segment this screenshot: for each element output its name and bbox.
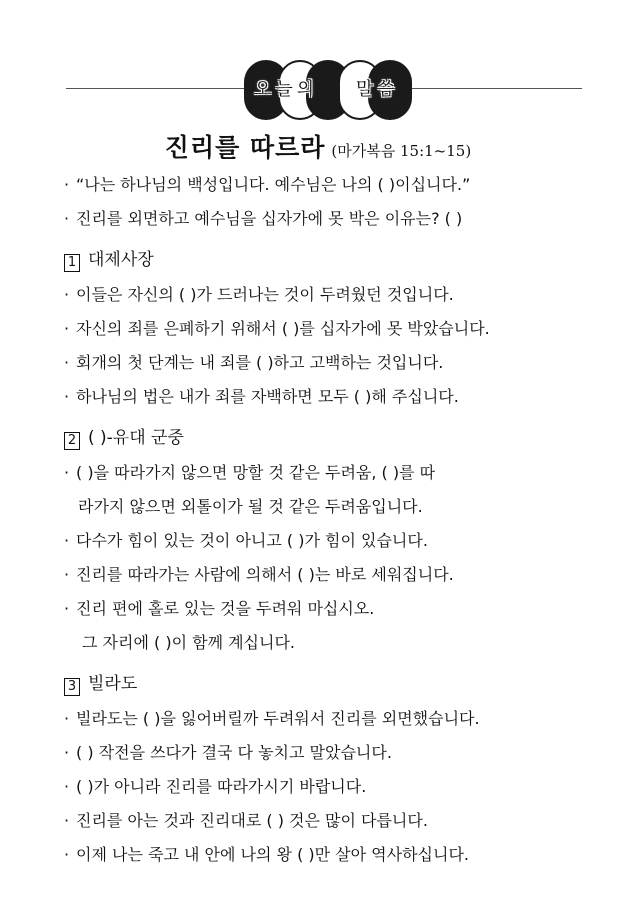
- badge-label-today: 오늘의: [254, 79, 319, 100]
- title-scripture-reference: (마가복음 15:1~15): [331, 142, 472, 160]
- list-item-continuation: [64, 626, 584, 660]
- section-number-box: 2: [64, 432, 80, 450]
- list-item-text: ( ) 작전을 쓰다가 결국 다 놓치고 말았습니다.: [76, 743, 392, 762]
- intro-text-1: “나는 하나님의 백성입니다. 예수님은 나의 ( )이십니다.”: [76, 175, 471, 194]
- section-heading-2: [64, 420, 584, 456]
- list-item: [64, 592, 584, 626]
- list-item-text: 다수가 힘이 있는 것이 아니고 ( )가 힘이 있습니다.: [76, 531, 428, 550]
- list-item-text: 자신의 죄를 은폐하기 위해서 ( )를 십자가에 못 박았습니다.: [76, 319, 490, 338]
- list-item: [64, 838, 584, 872]
- header-rule-left: [66, 88, 254, 89]
- bullet: ·: [64, 319, 70, 338]
- list-item: [64, 736, 584, 770]
- today-word-badge: [244, 60, 412, 120]
- list-item-text: 진리 편에 홀로 있는 것을 두려워 마십시오.: [76, 599, 375, 618]
- list-item-text: 회개의 첫 단계는 내 죄를 ( )하고 고백하는 것입니다.: [76, 353, 444, 372]
- bullet: ·: [64, 709, 70, 728]
- bullet: ·: [64, 175, 70, 194]
- list-item-text: 이제 나는 죽고 내 안에 나의 왕 ( )만 살아 역사하십니다.: [76, 845, 470, 864]
- bullet: ·: [64, 811, 70, 830]
- bullet: ·: [64, 777, 70, 796]
- list-item-text: 하나님의 법은 내가 죄를 자백하면 모두 ( )해 주십니다.: [76, 387, 459, 406]
- list-item-text: 라가지 않으면 외톨이가 될 것 같은 두려움입니다.: [78, 497, 423, 516]
- section-heading-1: [64, 242, 584, 278]
- list-item: [64, 278, 584, 312]
- list-item: [64, 524, 584, 558]
- bullet: ·: [64, 845, 70, 864]
- list-item: [64, 380, 584, 414]
- section-heading-3: [64, 666, 584, 702]
- list-item-text: 그 자리에 ( )이 함께 계십니다.: [82, 633, 296, 652]
- list-item-text: 진리를 아는 것과 진리대로 ( ) 것은 많이 다릅니다.: [76, 811, 428, 830]
- list-item-text: ( )을 따라가지 않으면 망할 것 같은 두려움, ( )를 따: [76, 463, 436, 482]
- list-item: [64, 770, 584, 804]
- list-item: [64, 558, 584, 592]
- header-rule-right: [400, 88, 582, 89]
- section-number-box: 3: [64, 678, 80, 696]
- bullet: ·: [64, 463, 70, 482]
- section-title: 대제사장: [88, 250, 154, 270]
- section-title: 빌라도: [88, 674, 138, 694]
- list-item-text: 진리를 따라가는 사람에 의해서 ( )는 바로 세워집니다.: [76, 565, 454, 584]
- list-item: [64, 346, 584, 380]
- list-item: [64, 804, 584, 838]
- title-main: 진리를 따르라: [164, 133, 326, 162]
- list-item-text: ( )가 아니라 진리를 따라가시기 바랍니다.: [76, 777, 367, 796]
- badge-label-word: 말씀: [356, 79, 399, 100]
- section-number-box: 1: [64, 254, 80, 272]
- section-title: ( )-유대 군중: [88, 428, 184, 448]
- sermon-notes: [64, 168, 584, 872]
- page-title: [0, 128, 636, 164]
- bullet: ·: [64, 285, 70, 304]
- bullet: ·: [64, 353, 70, 372]
- bullet: ·: [64, 387, 70, 406]
- intro-text-2: 진리를 외면하고 예수님을 십자가에 못 박은 이유는? ( ): [76, 209, 463, 228]
- list-item: [64, 312, 584, 346]
- list-item-continuation: [64, 490, 584, 524]
- bullet: ·: [64, 743, 70, 762]
- list-item: [64, 702, 584, 736]
- bullet: ·: [64, 565, 70, 584]
- list-item-text: 이들은 자신의 ( )가 드러나는 것이 두려웠던 것입니다.: [76, 285, 454, 304]
- bullet: ·: [64, 531, 70, 550]
- list-item-text: 빌라도는 ( )을 잃어버릴까 두려워서 진리를 외면했습니다.: [76, 709, 480, 728]
- intro-line: [64, 202, 584, 236]
- bullet: ·: [64, 209, 70, 228]
- bullet: ·: [64, 599, 70, 618]
- intro-line: [64, 168, 584, 202]
- list-item: [64, 456, 584, 490]
